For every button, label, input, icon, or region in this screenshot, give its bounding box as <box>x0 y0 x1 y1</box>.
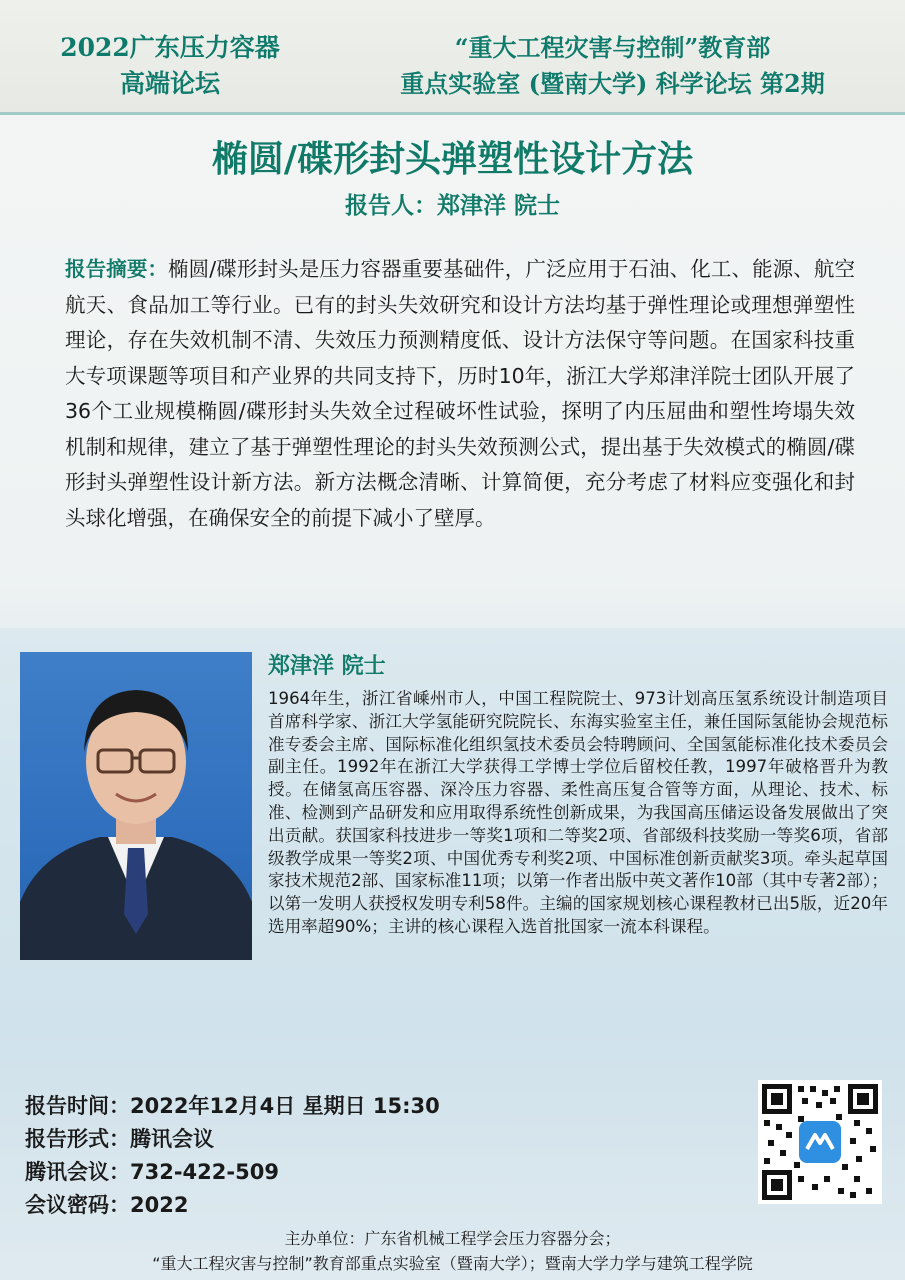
speaker-line: 报告人：郑津洋 院士 <box>344 193 560 219</box>
bio-text: 1964年生，浙江省嵊州市人，中国工程院院士、973计划高压氢系统设计制造项目首席科学家、浙江大学氢能研究院院长、东海实验室主任，兼任国际氢能协会规范标准专委会主席、国际标准化组织氢技术委员会特聘顾问、全国氢能标准化技术委员会副主任。1992年在浙江大学获得工学博士学位后留校任教，1997年破格晋升为教授。在储氢高压容器、深冷压力容器、柔性高压复合管等方面，从理论、技术、标准、检测到产品研发和应用取得系统性创新成果，为我国高压储运设备发展做出了突出贡献。获国家科技进步一等奖1项和二等奖2项、省部级科技奖励一等奖6项，省部级教学成果一等奖2项、中国优秀专利奖2项、中国标准创新贡献奖3项。牵头起草国家技术规范2部、国家标准11项；以第一作者出版中英文著作10部（其中专著2部）；以第一发明人获授权发明专利58件。主编的国家规划核心课程教材已出5版，近20年选用率超90%；主讲的核心课程入选首批国家一流本科课程。 <box>268 689 888 936</box>
header-banner <box>0 0 905 112</box>
lab-forum-line1: “重大工程灾害与控制”教育部 <box>454 33 771 62</box>
abstract-label: 报告摘要： <box>65 257 169 281</box>
forum-name <box>40 30 300 102</box>
lab-forum-name <box>345 30 880 102</box>
organizers <box>0 1226 905 1276</box>
abstract <box>65 252 855 536</box>
abstract-text: 椭圆/碟形封头是压力容器重要基础件，广泛应用于石油、化工、能源、航空航天、食品加工等行业。已有的封头失效研究和设计方法均基于弹性理论或理想弹塑性理论，存在失效机制不清、失效压力预测精度低、设计方法保守等问题。在国家科技重大专项课题等项目和产业界的共同支持下，历时10年，浙江大学郑津洋院士团队开展了36个工业规模椭圆/碟形封头失效全过程破坏性试验，探明了内压屈曲和塑性垮塌失效机制和规律，建立了基于弹塑性理论的封头失效预测公式，提出基于失效模式的椭圆/碟形封头弹塑性设计新方法。新方法概念清晰、计算简便，充分考虑了材料应变强化和封头球化增强，在确保安全的前提下减小了壁厚。 <box>65 257 856 530</box>
lab-forum-line2: 重点实验室 (暨南大学) 科学论坛 第2期 <box>400 69 825 98</box>
bio-name: 郑津洋 院士 <box>268 654 386 679</box>
speaker-portrait-icon <box>20 652 252 960</box>
meeting-password: 会议密码：2022 <box>25 1193 189 1217</box>
forum-name-line2: 高端论坛 <box>119 69 220 98</box>
speaker-photo <box>20 652 252 960</box>
organizers-line1: 主办单位：广东省机械工程学会压力容器分会； <box>284 1229 621 1248</box>
tencent-meeting-logo-icon <box>799 1121 841 1163</box>
logo-mark-icon <box>799 1121 841 1163</box>
report-title: 椭圆/碟形封头弹塑性设计方法 <box>211 139 694 180</box>
meeting-id: 腾讯会议：732-422-509 <box>25 1160 279 1184</box>
forum-name-line1: 2022广东压力容器 <box>60 33 280 62</box>
qr-code-icon <box>758 1080 882 1204</box>
organizers-line2: “重大工程灾害与控制”教育部重点实验室（暨南大学）；暨南大学力学与建筑工程学院 <box>152 1254 753 1273</box>
report-format: 报告形式：腾讯会议 <box>25 1127 214 1151</box>
header-divider <box>0 112 905 115</box>
report-time: 报告时间：2022年12月4日 星期日 15:30 <box>25 1094 440 1118</box>
meeting-info <box>25 1090 440 1222</box>
